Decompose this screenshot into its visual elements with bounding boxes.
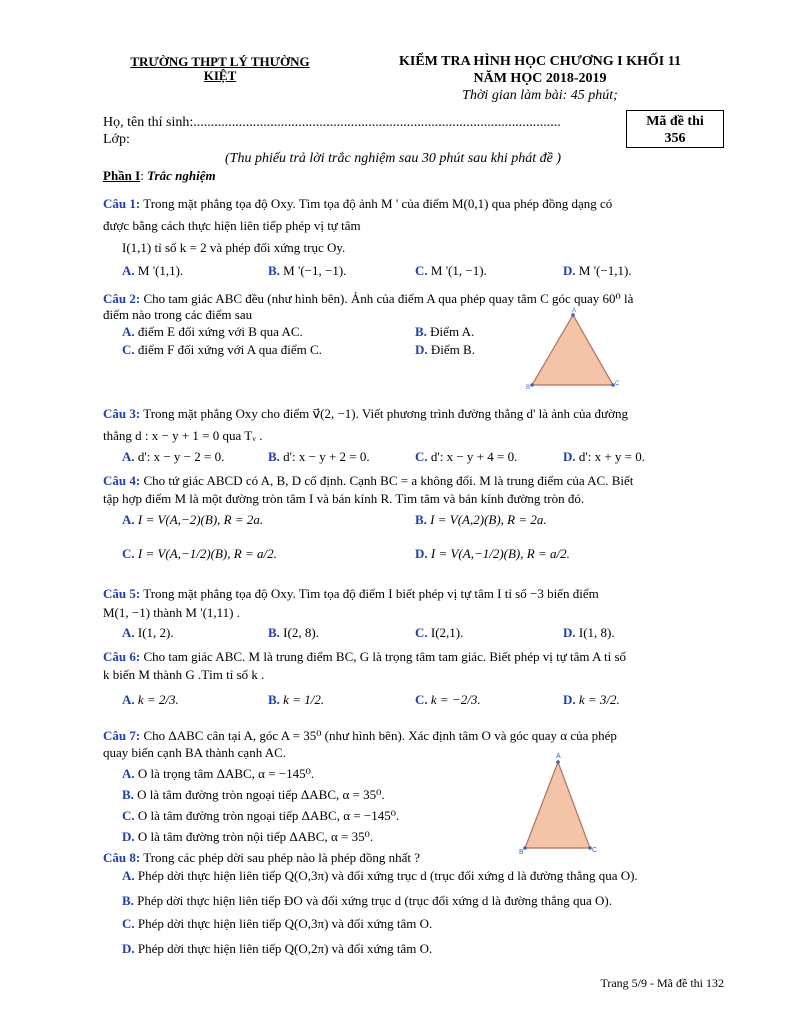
q2-option-a[interactable]: A. điểm E đối xứng với B qua AC. bbox=[122, 324, 303, 339]
question-2-text: Cho tam giác ABC đều (như hình bên). Ảnh của điểm A qua phép quay tâm C góc quay 60⁰ là bbox=[140, 291, 634, 306]
vertex-b bbox=[530, 383, 534, 387]
part1-title: Trắc nghiệm bbox=[147, 168, 216, 183]
q1-option-c[interactable]: C. M '(1, −1). bbox=[415, 263, 487, 278]
exam-code-number: 356 bbox=[664, 131, 686, 146]
q3-option-c[interactable]: C. d': x − y + 4 = 0. bbox=[415, 449, 518, 464]
question-1-text: Trong mặt phẳng tọa độ Oxy. Tìm tọa độ ảnh M ' của điểm M(0,1) qua phép đồng dạng có bbox=[140, 196, 613, 211]
isosceles-triangle-figure bbox=[515, 750, 605, 860]
q8-option-d[interactable]: D. Phép dời thực hiện liên tiếp Q(O,2π) và đối xứng tâm O. bbox=[122, 941, 433, 956]
q6-option-b[interactable]: B. k = 1/2. bbox=[268, 692, 325, 707]
q8-option-b[interactable]: B. Phép dời thực hiện liên tiếp ĐO và đối xứng trục d (trục đối xứng d là đường thẳng qua O). bbox=[122, 893, 612, 908]
question-6-text: Cho tam giác ABC. M là trung điểm BC, G là trọng tâm tam giác. Biết phép vị tự tâm A tỉ số bbox=[140, 649, 627, 664]
question-4-line2: tập hợp điểm M là một đường tròn tâm I và bán kính R. Tìm tâm và bán kính đường tròn đó. bbox=[103, 491, 585, 506]
q7-option-b[interactable]: B. O là tâm đường tròn ngoại tiếp ΔABC, α = 35⁰. bbox=[122, 787, 385, 802]
question-8-line1 bbox=[103, 850, 420, 866]
question-2-line2: điểm nào trong các điểm sau bbox=[103, 307, 253, 322]
label-c: C bbox=[592, 847, 598, 854]
label-b: B bbox=[519, 849, 524, 856]
q5-option-c[interactable]: C. I(2,1). bbox=[415, 625, 464, 640]
exam-time: Thời gian làm bài: 45 phút; bbox=[462, 88, 618, 103]
question-4-text: Cho tứ giác ABCD có A, B, D cố định. Cạnh BC = a không đổi. M là trung điểm của AC. Biết bbox=[140, 473, 634, 488]
q2-option-c[interactable]: C. điểm F đối xứng với A qua điểm C. bbox=[122, 342, 322, 357]
q6-option-d[interactable]: D. k = 3/2. bbox=[563, 692, 620, 707]
vertex-b bbox=[523, 846, 527, 850]
question-3-line1 bbox=[103, 406, 628, 422]
q5-option-b[interactable]: B. I(2, 8). bbox=[268, 625, 319, 640]
question-8-number: Câu 8: bbox=[103, 850, 141, 865]
q3-option-a[interactable]: A. d': x − y − 2 = 0. bbox=[122, 449, 225, 464]
triangle-abc bbox=[532, 315, 613, 385]
question-6-line2: k biến M thành G .Tìm tỉ số k . bbox=[103, 667, 265, 682]
question-8-text: Trong các phép dời sau phép nào là phép đồng nhất ? bbox=[140, 850, 421, 865]
question-7-number: Câu 7: bbox=[103, 728, 141, 743]
question-6-number: Câu 6: bbox=[103, 649, 141, 664]
question-4-number: Câu 4: bbox=[103, 473, 141, 488]
question-3-line2: thẳng d : x − y + 1 = 0 qua Tᵥ . bbox=[103, 428, 263, 443]
question-1-line2: được bằng cách thực hiện liên tiếp phép vị tự tâm bbox=[103, 218, 361, 233]
q7-option-c[interactable]: C. O là tâm đường tròn ngoại tiếp ΔABC, α = −145⁰. bbox=[122, 808, 400, 823]
q5-option-d[interactable]: D. I(1, 8). bbox=[563, 625, 615, 640]
part1-heading bbox=[103, 168, 216, 184]
q1-option-a[interactable]: A. M '(1,1). bbox=[122, 263, 184, 278]
q4-option-b[interactable]: B. I = V(A,2)(B), R = 2a. bbox=[415, 512, 547, 527]
part1-colon: : bbox=[140, 168, 148, 183]
question-7-line1 bbox=[103, 728, 617, 744]
question-6-line1 bbox=[103, 649, 626, 665]
q4-option-a[interactable]: A. I = V(A,−2)(B), R = 2a. bbox=[122, 512, 264, 527]
question-7-text: Cho ΔABC cân tại A, góc A = 35⁰ (như hình bên). Xác định tâm O và góc quay α của phép bbox=[140, 728, 617, 743]
q8-option-a[interactable]: A. Phép dời thực hiện liên tiếp Q(O,3π) và đối xứng trục d (trục đối xứng d là đường thẳng qua O). bbox=[122, 868, 638, 883]
exam-year: NĂM HỌC 2018-2019 bbox=[473, 71, 607, 86]
question-2-number: Câu 2: bbox=[103, 291, 141, 306]
q4-option-d[interactable]: D. I = V(A,−1/2)(B), R = a/2. bbox=[415, 546, 570, 561]
collection-note: (Thu phiếu trả lời trắc nghiệm sau 30 phút sau khi phát đề ) bbox=[225, 151, 562, 166]
exam-code-label: Mã đề thi bbox=[646, 114, 704, 129]
equilateral-triangle-figure bbox=[520, 305, 630, 393]
q1-option-d[interactable]: D. M '(−1,1). bbox=[563, 263, 632, 278]
label-c: C bbox=[615, 381, 620, 387]
question-5-line2: M(1, −1) thành M '(1,11) . bbox=[103, 605, 241, 620]
exam-code-box bbox=[626, 110, 724, 148]
question-5-text: Trong mặt phẳng tọa độ Oxy. Tìm tọa độ điểm I biết phép vị tự tâm I tỉ số −3 biến điểm bbox=[140, 586, 599, 601]
q6-option-a[interactable]: A. k = 2/3. bbox=[122, 692, 179, 707]
q7-option-d[interactable]: D. O là tâm đường tròn nội tiếp ΔABC, α = 35⁰. bbox=[122, 829, 374, 844]
question-4-line1 bbox=[103, 473, 633, 489]
question-1-line3: I(1,1) tỉ số k = 2 và phép đối xứng trục Oy. bbox=[122, 240, 346, 255]
q2-option-d[interactable]: D. Điểm B. bbox=[415, 342, 475, 357]
question-5-line1 bbox=[103, 586, 599, 602]
question-7-line2: quay biến cạnh BA thành cạnh AC. bbox=[103, 745, 287, 760]
q3-option-d[interactable]: D. d': x + y = 0. bbox=[563, 449, 646, 464]
triangle-abc-isosceles bbox=[525, 762, 590, 848]
question-5-number: Câu 5: bbox=[103, 586, 141, 601]
q5-option-a[interactable]: A. I(1, 2). bbox=[122, 625, 174, 640]
label-a: A bbox=[556, 753, 561, 760]
label-a: A bbox=[572, 308, 577, 314]
q2-option-b[interactable]: B. Điểm A. bbox=[415, 324, 475, 339]
question-3-text: Trong mặt phẳng Oxy cho điểm v⃗(2, −1). Viết phương trình đường thẳng d' là ảnh của đường bbox=[140, 406, 628, 421]
class-field: Lớp: bbox=[103, 132, 130, 147]
question-1-line1 bbox=[103, 196, 612, 212]
part1-label: Phần I bbox=[103, 168, 141, 183]
q3-option-b[interactable]: B. d': x − y + 2 = 0. bbox=[268, 449, 370, 464]
q4-option-c[interactable]: C. I = V(A,−1/2)(B), R = a/2. bbox=[122, 546, 277, 561]
label-b: B bbox=[526, 385, 531, 391]
school-name-line1: TRƯỜNG THPT LÝ THƯỜNG bbox=[130, 54, 310, 69]
student-name-field: Họ, tên thí sinh:......................................................................................................... bbox=[103, 115, 561, 130]
exam-title: KIỂM TRA HÌNH HỌC CHƯƠNG I KHỐI 11 bbox=[399, 54, 681, 69]
q1-option-b[interactable]: B. M '(−1, −1). bbox=[268, 263, 347, 278]
school-name-line2: KIỆT bbox=[203, 68, 237, 83]
question-1-number: Câu 1: bbox=[103, 196, 141, 211]
vertex-a bbox=[556, 760, 560, 764]
q8-option-c[interactable]: C. Phép dời thực hiện liên tiếp Q(O,3π) và đối xứng tâm O. bbox=[122, 916, 433, 931]
q7-option-a[interactable]: A. O là trọng tâm ΔABC, α = −145⁰. bbox=[122, 766, 315, 781]
page-footer: Trang 5/9 - Mã đề thi 132 bbox=[600, 976, 724, 990]
q6-option-c[interactable]: C. k = −2/3. bbox=[415, 692, 481, 707]
question-3-number: Câu 3: bbox=[103, 406, 141, 421]
